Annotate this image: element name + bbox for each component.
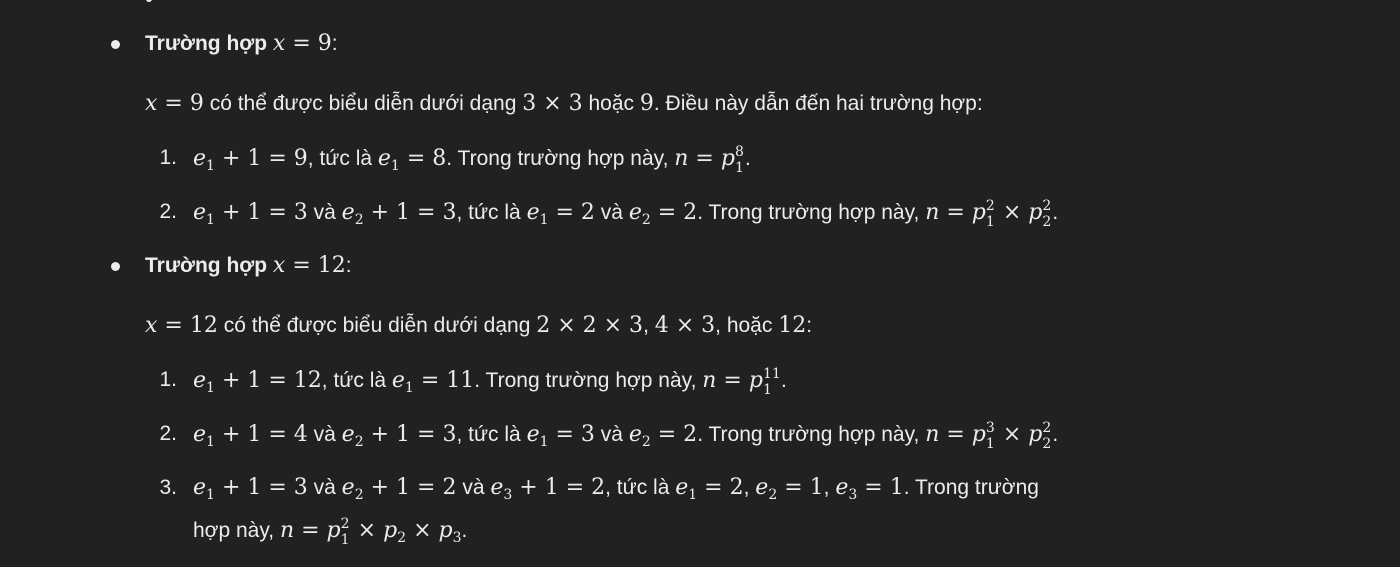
case-12-heading: Trường hợp x = 12: <box>145 253 352 278</box>
list-number: 3. <box>159 476 177 499</box>
bullet-case-9 <box>111 40 120 49</box>
case-12-label: Trường hợp <box>145 254 268 277</box>
case-12-item-1: $e_1 + 1 = 12$, tức là $e_1 = 11$. Trong trường hợp này, n = p 11 1 . <box>193 366 787 398</box>
list-number: 1. <box>159 146 177 169</box>
list-number: 2. <box>159 200 177 223</box>
case-9-label: Trường hợp <box>145 32 268 55</box>
case-9-item-1: $e_1 + 1 = 9$, tức là $e_1 = 8$. Trong trường hợp này, n = p 8 1 . <box>193 144 751 176</box>
list-number: 1. <box>159 368 177 391</box>
case-9-item-2: $e_1 + 1 = 3$ và $e_2 + 1 = 3$, tức là $e_1 = 2$ và $e_2 = 2$. Trong trường hợp này, n = p 2 1 × p 2 2 . <box>193 198 1059 230</box>
bullet-case-12 <box>111 262 120 271</box>
case-9-intro: x = 9 có thể được biểu diễn dưới dạng 3 × 3 hoặc 9. Điều này dẫn đến hai trường hợp: <box>145 91 983 116</box>
scroll-artifact <box>146 0 152 2</box>
case-12-intro: x = 12 có thể được biểu diễn dưới dạng 2 × 2 × 3, 4 × 3, hoặc 12: <box>145 313 813 338</box>
case-12-item-2: $e_1 + 1 = 4$ và $e_2 + 1 = 3$, tức là $e_1 = 3$ và $e_2 = 2$. Trong trường hợp này, n = p 3 1 × p 2 2 . <box>193 420 1059 452</box>
list-number: 2. <box>159 422 177 445</box>
case-12-item-3-cont: hợp này, n = p 2 1 × $p_2 \times p_3$. <box>193 516 468 548</box>
case-12-item-3: $e_1 + 1 = 3$ và $e_2 + 1 = 2$ và $e_3 + 1 = 2$, tức là $e_1 = 2$, $e_2 = 1$, $e_3 = 1$. Trong trường <box>193 475 1039 503</box>
case-9-heading: Trường hợp x = 9: <box>145 31 338 56</box>
